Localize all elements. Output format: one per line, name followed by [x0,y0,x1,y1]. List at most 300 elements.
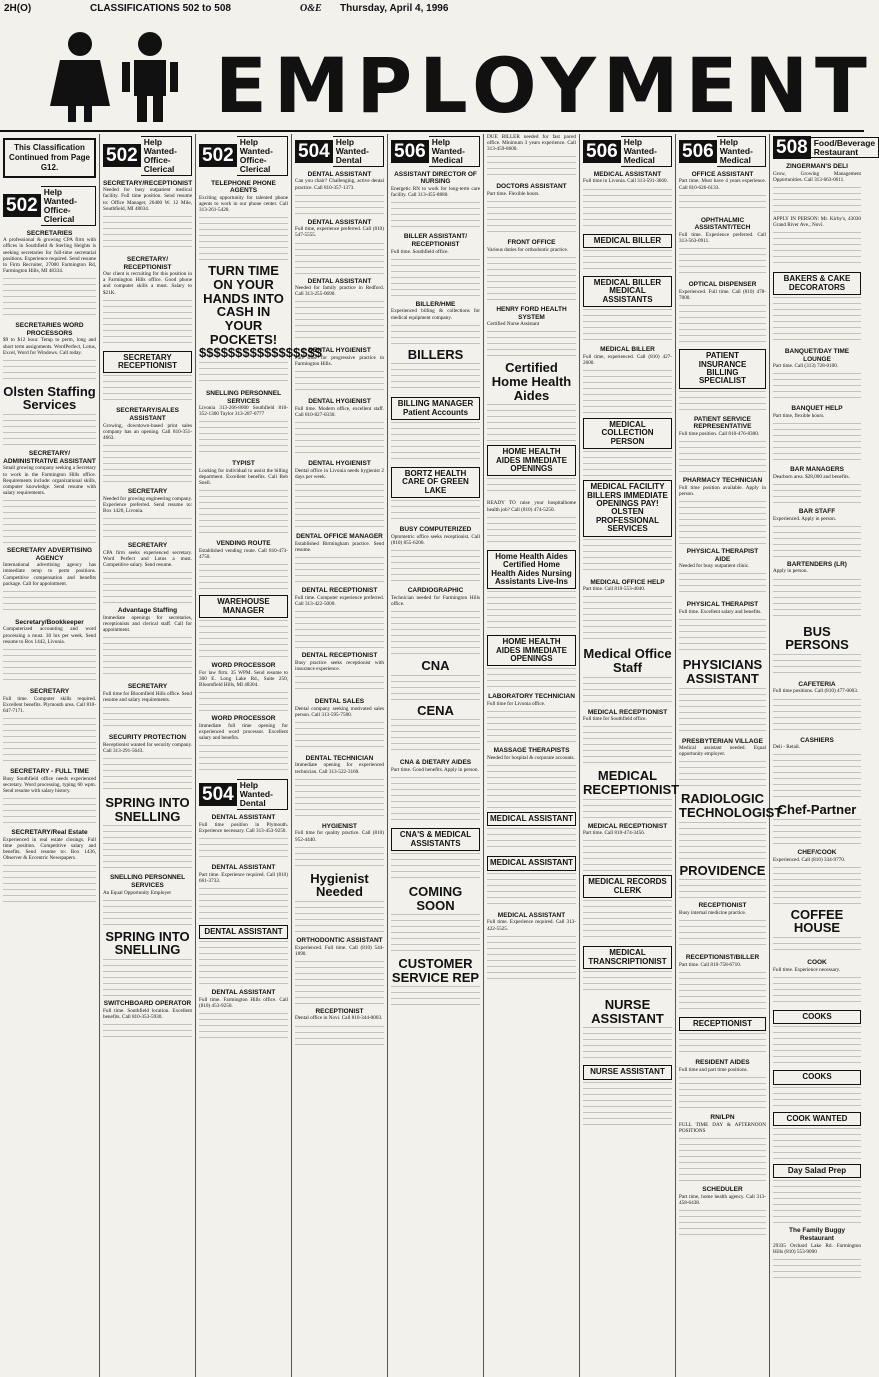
ad-title: CASHIERS [800,736,834,744]
classified-ad [487,912,576,932]
classified-ad [679,217,766,245]
ad-title: DENTAL SALES [314,697,365,705]
ad-body: Optometric office seeks receptionist. Call (810) 855-6200. [391,533,480,547]
ad-title: DENTAL HYGIENIST [308,398,371,406]
ad-fine-print [773,1128,861,1160]
ad-body: DUE BILLER needed for fast paced office. Minimum 3 years experience. Call 313-459-8600. [487,134,576,153]
ad-title: HYGIENIST [321,822,358,830]
classification-number: 506 [583,140,621,163]
ad-fine-print [3,798,96,825]
classified-ad [679,738,766,758]
ad-fine-print [583,1082,672,1127]
ad-body: Full time for Southfield office. [583,716,647,723]
ad-title: PHYSICAL THERAPIST AIDE [686,548,759,563]
classified-ad [583,823,672,837]
ad-title: DENTAL ASSISTANT [211,989,276,997]
ad-fine-print [583,309,672,342]
classification-number: 506 [679,140,717,163]
ad-fine-print [199,888,288,921]
display-ad-heading: Olsten Staffing Services [3,383,96,413]
boxed-ad: BAKERS & CAKE DECORATORS [773,272,861,295]
classified-ad [103,256,192,296]
ad-title: BILLER/HME [415,300,456,308]
classified-ad [583,709,672,723]
ad-body: Dental company seeking motivated sales person. Call 313-595-7500. [295,705,384,718]
ad-fine-print [679,920,766,950]
classified-columns [0,134,876,1377]
classified-ad [103,180,192,212]
ad-fine-print [103,1024,192,1042]
ad-title: BANQUET HELP [791,405,843,413]
ad-body: Part time. Good benefits. Apply in person. [391,767,479,774]
ad-body: Energetic RN to work for long-term care facility. Call 313-455-8880. [391,186,480,199]
ad-body: APPLY IN PERSON: Mr. Kirby's, 43030 Grand River Ave., Novi. [773,215,861,229]
ad-body: READY TO raise your hospitalhome health job? Call (810) 474-5250. [487,500,576,513]
ad-fine-print [103,518,192,538]
classification-header [199,779,288,810]
ad-title: SECRETARY ADVERTISING AGENCY [6,547,93,562]
banner-title: EMPLOYMENT [215,41,874,130]
page-number: 2H(O) [4,3,32,14]
ad-title: BILLER ASSISTANT/ RECEPTIONIST [403,233,468,248]
classified-ad [583,346,672,366]
ad-title: SECRETARY - FULL TIME [10,767,89,775]
ad-fine-print [391,675,480,700]
boxed-ad: MEDICAL RECORDS CLERK [583,875,672,898]
ad-body: Full time for quality practice. Call (810) 952-4440. [295,830,384,843]
classified-ad [679,954,766,968]
ad-title: MEDICAL BILLER [600,346,655,354]
ad-fine-print [391,611,480,655]
ad-body: Part time, home health agency. Call 313-458-6438. [679,1193,766,1206]
ad-fine-print [487,828,576,852]
ad-title: The Family Buggy Restaurant [789,1227,845,1243]
ad-fine-print [773,1259,861,1283]
classified-ad [199,662,288,688]
ad-fine-print [679,972,766,1013]
boxed-ad: CNA'S & MEDICAL ASSISTANTS [391,828,480,851]
ad-body: Grow, Growing Management Opportunities. Call 313-663-0611. [773,170,861,183]
ad-title: DOCTORS ASSISTANT [496,183,567,191]
display-ad-heading: PROVIDENCE [679,862,766,878]
ad-fine-print [679,441,766,473]
display-ad-heading: BUS PERSONS [785,623,849,653]
ad-title: SECRETARIES [26,229,73,237]
classified-ad [487,693,576,707]
ad-fine-print [199,421,288,456]
ad-fine-print [487,517,576,546]
classified-ad [391,587,480,607]
ad-fine-print [487,257,576,302]
classification-number: 504 [295,140,333,163]
classification-label: Help Wanted-Dental [237,779,288,810]
ad-fine-print [773,232,861,268]
ad-fine-print [295,557,384,583]
boxed-ad: Home Health Aides Certified Home Health Aides Nursing Assistants Live-Ins [487,550,576,590]
classified-ad [773,1227,861,1255]
classified-ad [487,306,576,327]
ad-body: Full time. Experience necessary. [773,966,841,973]
ad-title: RECEPTIONIST [698,902,747,910]
column-3 [196,134,322,1377]
ad-fine-print [295,422,384,456]
ad-body: Livonia 313-266-8600 Southfield 810-352-1300 Taylor 313-287-0777 [199,405,288,418]
employment-banner [0,20,874,132]
ad-fine-print [199,490,288,536]
classified-ad [295,755,384,775]
classified-ad [3,322,96,356]
classified-ad [391,526,480,546]
ad-title: DENTAL HYGIENIST [308,347,371,355]
classified-ad [199,715,288,741]
classified-ad [103,542,192,568]
ad-body: A professional & growing CPA firm with offices in Southfield & Sterling Heights is seeking secretaries for full-time secretarial positions. Experience required. Send resume to Firm Recruiter, 27000 Farmington Rd, Farmington Hills, MI 48334. [3,237,96,274]
ad-body: Full time and part time positions. [679,1066,748,1073]
display-ad-heading: RADIOLOGIC TECHNOLOGIST [679,791,783,821]
classified-ad [773,405,861,419]
ad-fine-print [295,243,384,274]
display-ad-heading: TURN TIME ON YOUR HANDS INTO CASH IN YOUR POCKETS! $$$$$$$$$$$$$$$$$ [199,263,322,361]
ad-title: SNELLING PERSONNEL SERVICES [109,874,186,889]
ad-fine-print [679,1033,766,1055]
ad-fine-print [679,573,766,597]
classified-ad [679,548,766,569]
classified-ad [773,737,861,751]
ad-fine-print [773,373,861,401]
ad-body: Full time for Livonia office. [487,701,546,708]
display-ad-heading: CENA [417,702,454,718]
ad-body: Part time for progressive practice in Farmington Hills. [295,355,384,368]
classification-label: Help Wanted-Dental [333,136,384,167]
classified-ad [295,698,384,718]
ad-fine-print [679,761,766,788]
ad-title: TELEPHONE PHONE AGENTS [211,179,276,195]
classified-ad [583,579,672,593]
continued-notice: This Classification Continued from Page G12. [3,138,96,178]
ad-fine-print [103,637,192,679]
classified-ad [295,652,384,672]
ad-body: Immediate full time opening for experienced word processor. Excellent salary and benefits. [199,722,288,742]
classified-ad [391,171,480,199]
classified-ad [3,688,96,714]
ad-fine-print [773,754,861,799]
ad-body: Needed for family practice in Redford. Call 313-255-0690. [295,285,384,298]
ad-fine-print [773,937,861,955]
ad-fine-print [295,779,384,819]
section-title: CLASSIFICATIONS 502 to 508 [90,3,231,14]
ad-title: MEDICAL RECEPTIONIST [587,708,668,716]
ad-title: TYPIST [232,460,255,468]
classification-header [773,136,876,159]
ad-fine-print [487,404,576,441]
ad-fine-print [773,1087,861,1108]
classified-ad [773,561,861,575]
ad-fine-print [295,901,384,933]
ad-fine-print [679,619,766,654]
ad-title: DENTAL RECEPTIONIST [301,587,378,595]
ad-fine-print [3,591,96,615]
ad-fine-print [103,445,192,484]
ad-title: SECRETARY [29,687,70,695]
ad-fine-print [679,248,766,277]
ad-fine-print [391,986,480,1006]
ad-fine-print [295,676,384,694]
classification-number: 502 [3,194,41,217]
ad-body: Exciting opportunity for talented phone agents to work in our phone center. Call 313-261-5420. [199,195,288,214]
classified-ad [391,759,480,773]
display-ad-heading: Certified Home Health Aides [491,360,572,403]
ad-title: DENTAL HYGIENIST [308,460,371,468]
classification-number: 508 [773,136,811,159]
ad-body: Full time for Bloomfield Hills office. Send resume and salary requirements. [103,690,192,703]
classified-ad [295,171,384,191]
ad-fine-print [583,840,672,871]
ad-body: Experienced in real estate closings. Full time position. Competitive salary and benefits. Send resume to: Box 1436, Observer & Eccentric Newspapers. [3,836,96,861]
ad-fine-print [103,900,192,926]
ad-title: DENTAL OFFICE MANAGER [296,533,383,541]
classified-ad [295,460,384,480]
ad-fine-print [487,156,576,179]
ad-body: Experienced. Full time. Call (810) 478-7000. [679,288,766,302]
ad-body: Part time. Call 810-553-4040. [583,586,646,593]
ad-fine-print [679,391,766,412]
boxed-ad: MEDICAL BILLER [583,234,672,248]
classified-ad [391,233,480,254]
ad-body: Needed for busy outpatient clinic. [679,563,750,570]
classified-ad [3,619,96,645]
ad-body: Full time. Computer skills required. Excellent benefits. Plymouth area. Call 810-647-7171. [3,695,96,714]
ad-title: VENDING ROUTE [216,540,271,548]
classification-header [583,136,672,167]
ad-title: DENTAL ASSISTANT [211,863,276,871]
column-2 [100,134,196,1377]
column-5 [388,134,484,1377]
ad-title: OFFICE ASSISTANT [691,170,754,178]
ad-fine-print [391,914,480,953]
ad-title: CNA & DIETARY AIDES [399,759,472,767]
ad-fine-print [391,500,480,522]
boxed-ad: SECRETARY RECEPTIONIST [103,351,192,374]
classification-header [103,136,192,176]
ad-body: Can you chair? Challenging, active dental practice. Call 810-357-1373. [295,178,384,191]
ad-fine-print [679,1138,766,1182]
ad-fine-print [199,362,288,386]
ad-title: CARDIOGRAPHIC [407,587,464,595]
ad-fine-print [773,819,861,845]
classification-header [3,186,96,226]
ad-fine-print [3,360,96,381]
ad-title: RECEPTIONIST/BILLER [685,954,760,962]
ad-fine-print [487,201,576,235]
column-1 [0,134,100,1377]
boxed-ad: COOKS [773,1010,861,1024]
ad-body: Needed for growing engineering company. Experience preferred. Send resume to: Box 1420, Livonia. [103,495,192,515]
ad-title: CAFETERIA [798,680,836,688]
classified-ad [679,171,766,191]
classification-number: 506 [391,140,429,163]
classified-ad [199,540,288,560]
ad-fine-print [295,484,384,529]
ad-fine-print [773,579,861,621]
classification-number: 502 [103,144,141,167]
boxed-ad: WAREHOUSE MANAGER [199,595,288,618]
classified-ad [199,814,288,834]
ad-body: Experienced. Call (810) 334-9770. [773,856,846,863]
classification-number: 502 [199,144,237,167]
ad-fine-print [103,572,192,603]
ad-title: FRONT OFFICE [507,239,556,247]
display-ad-heading: Hygienist Needed [310,870,369,900]
classified-ad [3,230,96,274]
ad-title: WORD PROCESSOR [211,715,276,723]
classified-ad [773,959,861,973]
ad-fine-print [199,1013,288,1038]
classified-ad [295,1008,384,1022]
ad-fine-print [391,202,480,229]
boxed-ad: BORTZ HEALTH CARE OF GREEN LAKE [391,467,480,498]
ad-fine-print [773,187,861,212]
ad-body: Busy internal medicine practice. [679,910,747,917]
ad-fine-print [199,745,288,775]
ad-fine-print [773,699,861,733]
ad-title: MEDICAL ASSISTANT [497,911,566,919]
ad-title: PHYSICAL THERAPIST [686,601,759,609]
classified-ad [3,547,96,587]
ad-fine-print [773,423,861,462]
classification-label: Help Wanted-Office-Clerical [41,186,96,226]
page-header [0,0,864,18]
ad-fine-print [103,707,192,730]
classified-ad [295,533,384,553]
boxed-ad: COOKS [773,1070,861,1084]
ad-title: DENTAL ASSISTANT [211,813,276,821]
boxed-ad: MEDICAL ASSISTANT [487,856,576,870]
ad-fine-print [679,822,766,860]
ad-title: SECRETARY [127,488,168,496]
ad-fine-print [391,853,480,881]
boxed-ad: HOME HEALTH AIDES IMMEDIATE OPENINGS [487,445,576,476]
ad-title: MEDICAL ASSISTANT [593,170,662,178]
ad-title: PATIENT SERVICE REPRESENTATIVE [693,415,752,431]
ad-title: BARTENDERS (LR) [787,560,847,568]
classified-ad [199,180,288,214]
ad-body: $9 to $12 hour. Temp to perm, long and short term assignments. WordPerfect, Lotus, Excel, Word for Windows. Call today. [3,337,96,356]
display-ad-heading: BILLERS [407,346,464,362]
ad-title: COOK [807,959,827,967]
ad-body: Part time. Experience required. Call (810) 661-3733. [199,871,288,884]
ad-body: Technician needed for Farmington Hills office. [391,594,480,607]
classified-ad [679,477,766,497]
classified-ad [103,683,192,703]
ad-fine-print [773,1180,861,1223]
ad-title: SECRETARY/ RECEPTIONIST [123,255,172,271]
classified-ad [487,500,576,512]
classified-ad [773,508,861,522]
boxed-ad: MEDICAL FACILITY BILLERS IMMEDIATE OPENINGS PAY! OLSTEN PROFESSIONAL SERVICES [583,480,672,536]
ad-body: Immediate opening for experienced technician. Call 313-522-3160. [295,762,384,775]
classification-number: 504 [199,783,237,806]
ad-body: Needed for hospital & corporate accounts. [487,754,575,761]
ad-fine-print [295,847,384,868]
classified-ad [679,1186,766,1206]
ad-title: ASSISTANT DIRECTOR OF NURSING [394,170,477,186]
ad-body: Experienced. Full time. Call (810) 544-1890. [295,944,384,957]
ad-fine-print [679,879,766,898]
ad-fine-print [103,758,192,792]
classified-ad [103,874,192,895]
ad-fine-print [583,596,672,643]
ad-fine-print [487,668,576,689]
classified-ad [199,460,288,486]
ad-fine-print [679,501,766,544]
ad-title: BUSY COMPUTERIZED [399,526,472,534]
ad-fine-print [583,451,672,476]
ad-body: Certified Nurse Assistant [487,321,540,328]
ad-fine-print [773,867,861,904]
display-ad-heading: PHYSICIANS ASSISTANT [682,657,763,686]
classification-header [199,136,288,176]
classified-ad [103,607,192,633]
ad-title: RESIDENT AIDES [695,1059,750,1067]
ad-title: BAR STAFF [798,507,836,515]
ad-fine-print [583,250,672,272]
boxed-ad: HOME HEALTH AIDES IMMEDIATE OPENINGS [487,635,576,666]
ad-fine-print [391,325,480,344]
ad-fine-print [3,718,96,764]
ad-fine-print [391,719,480,755]
ad-title: SNELLING PERSONNEL SERVICES [205,389,282,405]
ad-body: FULL TIME DAY & AFTERNOON POSITIONS [679,1121,766,1134]
ad-title: DENTAL ASSISTANT [307,170,372,178]
issue-date: Thursday, April 4, 1996 [340,3,449,14]
ad-body: Dental office in Livonia needs hygienist 2 days per week. [295,467,384,481]
display-ad-heading: Chef-Partner [777,802,857,818]
ad-fine-print [679,1077,766,1110]
ad-fine-print [295,961,384,1004]
ad-body: Dearborn area. $28,000 and benefits. [773,473,850,480]
ad-title: BAR MANAGERS [790,466,844,474]
display-ad-heading: Medical Office Staff [583,646,672,675]
classified-ad [679,1059,766,1073]
ad-body: Full time position. Call 810-476-8300. [679,431,760,438]
ad-body: Part time. Flexible hours. [487,191,540,198]
boxed-ad: MEDICAL COLLECTION PERSON [583,418,672,449]
display-ad-heading: CNA [421,658,450,674]
ad-fine-print [3,865,96,903]
ad-body: Part time, flexible hours. [773,413,825,420]
ad-title: ZINGERMAN'S DELI [786,163,848,170]
classified-ad [103,734,192,754]
ad-body: Full time. Experience required. Call 313-422-5525. [487,919,576,932]
ad-fine-print [199,692,288,711]
ad-fine-print [391,363,480,393]
ad-fine-print [487,765,576,808]
ad-fine-print [487,591,576,631]
ad-fine-print [679,305,766,345]
classified-ad [3,450,96,496]
ad-fine-print [199,620,288,658]
ad-fine-print [583,370,672,414]
ad-fine-print [487,478,576,496]
ad-body: Computerized accounting and word processing a must. 30 hrs per week. Send resume to Box 1442, Livonia. [3,626,96,645]
ad-title: PHARMACY TECHNICIAN [682,477,763,485]
ad-body: Full time. Computer experience preferred. Call 313-422-5000. [295,594,384,607]
classified-ad [487,134,576,152]
ad-title: SECRETARY/SALES ASSISTANT [116,407,179,423]
ad-body: Full time, experience preferred. Call (810) 547-5555. [295,226,384,239]
ad-fine-print [103,375,192,403]
ad-fine-print [295,1026,384,1050]
